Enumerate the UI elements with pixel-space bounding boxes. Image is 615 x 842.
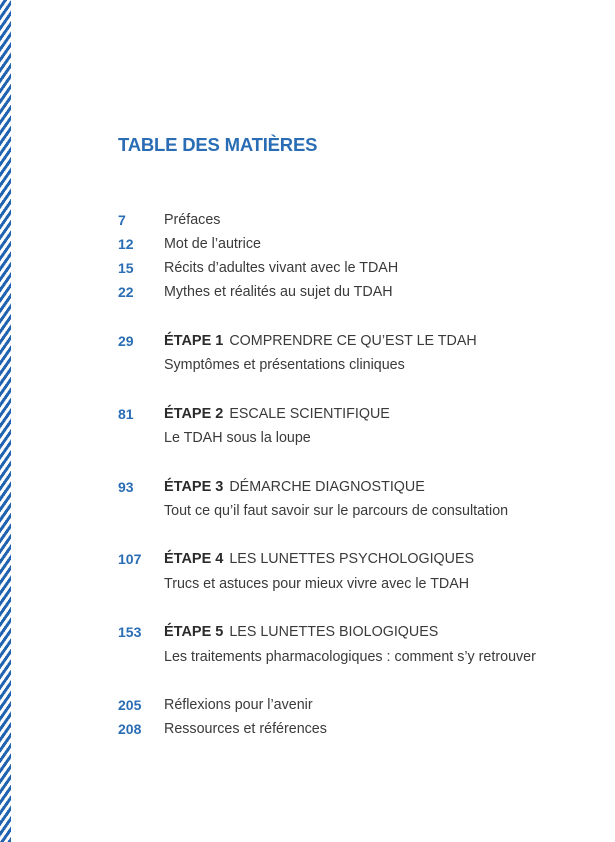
- toc-step-3-subtitle: [0, 501, 615, 521]
- step-title: DÉMARCHE DIAGNOSTIQUE: [229, 479, 425, 495]
- toc-entry-title: Mot de l’autrice: [164, 236, 261, 252]
- toc-entry-reflexions[interactable]: [0, 695, 615, 715]
- toc-entry-title: Réflexions pour l’avenir: [164, 697, 313, 713]
- toc-step-heading: [164, 331, 477, 351]
- toc-entry-mot-autrice[interactable]: [0, 234, 615, 254]
- toc-step-4[interactable]: [0, 549, 615, 569]
- step-subtitle: Les traitements pharmacologiques : comment s’y retrouver: [164, 649, 536, 665]
- toc-page-number: 22: [118, 284, 134, 300]
- toc-entry-title: Récits d’adultes vivant avec le TDAH: [164, 260, 399, 276]
- step-title: LES LUNETTES PSYCHOLOGIQUES: [229, 551, 475, 567]
- step-title: ESCALE SCIENTIFIQUE: [229, 406, 390, 422]
- toc-step-heading: [164, 404, 390, 424]
- step-title: LES LUNETTES BIOLOGIQUES: [229, 624, 439, 640]
- toc-step-heading: [164, 622, 438, 642]
- toc-entry-title: Ressources et références: [164, 721, 327, 737]
- toc-entry-prefaces[interactable]: [0, 210, 615, 230]
- step-label: ÉTAPE 3: [164, 479, 224, 495]
- toc-entry-title: Préfaces: [164, 212, 221, 228]
- toc-entry-ressources[interactable]: [0, 719, 615, 739]
- toc-step-1-subtitle: [0, 355, 615, 375]
- toc-step-1[interactable]: [0, 331, 615, 351]
- toc-page-number: 107: [118, 551, 142, 567]
- step-title: COMPRENDRE CE QU’EST LE TDAH: [229, 333, 477, 349]
- toc-entry-mythes[interactable]: [0, 282, 615, 302]
- toc-page-number: 153: [118, 624, 142, 640]
- step-subtitle: Trucs et astuces pour mieux vivre avec le TDAH: [164, 576, 470, 592]
- toc-page-number: 15: [118, 260, 134, 276]
- toc-step-5-subtitle: [0, 647, 615, 667]
- toc-step-heading: [164, 549, 474, 569]
- step-label: ÉTAPE 5: [164, 624, 224, 640]
- step-label: ÉTAPE 2: [164, 406, 224, 422]
- step-label: ÉTAPE 1: [164, 333, 224, 349]
- step-label: ÉTAPE 4: [164, 551, 224, 567]
- toc-page-number: 93: [118, 479, 134, 495]
- toc-page-number: 12: [118, 236, 134, 252]
- toc-step-2-subtitle: [0, 428, 615, 448]
- page-title: TABLE DES MATIÈRES: [118, 134, 318, 155]
- step-subtitle: Le TDAH sous la loupe: [164, 430, 311, 446]
- step-subtitle: Symptômes et présentations cliniques: [164, 357, 405, 373]
- toc-entry-title: Mythes et réalités au sujet du TDAH: [164, 284, 393, 300]
- toc-page-number: 205: [118, 697, 142, 713]
- toc-page-number: 7: [118, 212, 126, 228]
- step-subtitle: Tout ce qu’il faut savoir sur le parcours de consultation: [164, 503, 509, 519]
- toc-step-heading: [164, 477, 425, 497]
- toc-step-5[interactable]: [0, 622, 615, 642]
- toc-step-2[interactable]: [0, 404, 615, 424]
- toc-entry-recits[interactable]: [0, 258, 615, 278]
- toc-step-3[interactable]: [0, 477, 615, 497]
- toc-page-number: 208: [118, 721, 142, 737]
- toc-step-4-subtitle: [0, 574, 615, 594]
- toc-page-number: 29: [118, 333, 134, 349]
- toc-page-number: 81: [118, 406, 134, 422]
